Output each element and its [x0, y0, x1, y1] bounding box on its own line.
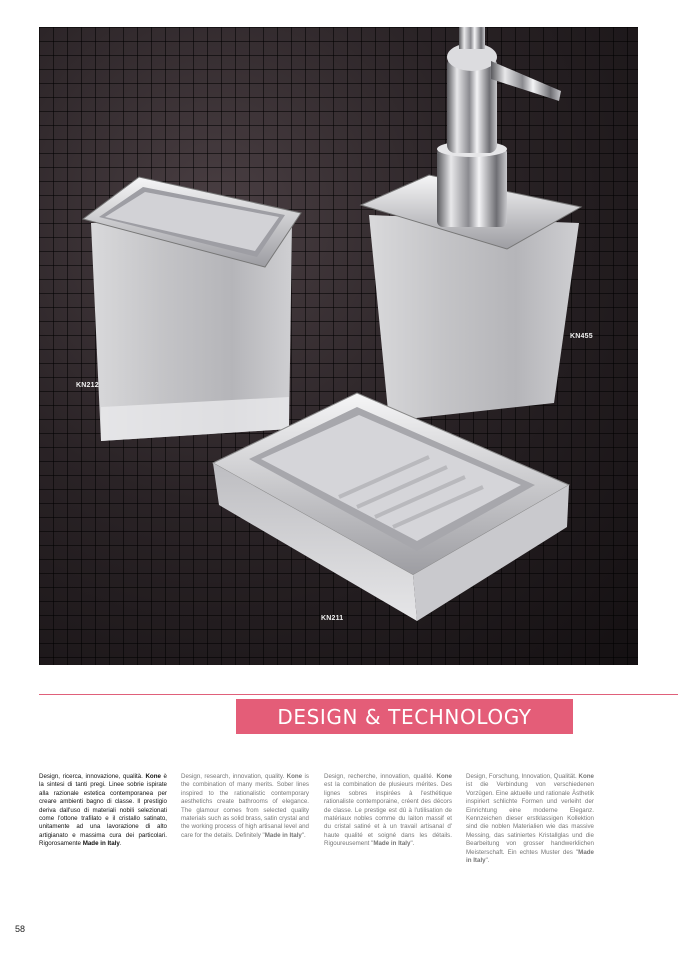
- tumbler-kn212: [83, 177, 301, 441]
- text-span: Design, ricerca, innovazione, qualità.: [39, 773, 146, 780]
- text-column-english: [181, 773, 309, 840]
- text-column-italian: [39, 773, 167, 849]
- product-code-soap-dish: KN211: [321, 615, 344, 622]
- product-photo: [39, 27, 638, 665]
- section-banner: [236, 699, 573, 734]
- text-span: est la combination de plusieurs mérites. Des lignes sobres inspirées à l'esthétique rationaliste contemporaine, créent des décors de classe. Le prestige est dû à l'utilisation de matériaux nobles comme du laiton massif et du cristal satiné et à un travail artisanal d' haute qualité et soigné dans les détails. Rigoureusement ": [324, 781, 452, 848]
- text-span: è la sintesi di tanti pregi. Linee sobrie ispirate alla razionale estetica contemporanea per creare ambienti bagno di classe. Il prestigio deriva dall'uso di materiali nobili selezionati come l'ottone trafilato e il cristallo satinato, unitamente ad una lavorazione di alto artigianato e massima cura dei particolari. Rigorosamente: [39, 773, 167, 848]
- text-span: Design, recherche, innovation, qualité.: [324, 773, 437, 780]
- text-span: Design, Forschung, Innovation, Qualität.: [466, 773, 579, 780]
- divider-line: [39, 694, 678, 695]
- product-code-dispenser: KN455: [570, 333, 593, 340]
- text-column-french: [324, 773, 452, 849]
- product-illustration: [39, 27, 638, 665]
- text-span: ".: [410, 840, 415, 848]
- text-span: .: [119, 840, 122, 848]
- section-title: DESIGN & TECHNOLOGY: [277, 704, 532, 729]
- brand-name: Kone: [436, 773, 452, 780]
- text-span: ".: [485, 857, 490, 865]
- brand-name: Kone: [145, 773, 161, 780]
- product-code-tumbler: KN212: [76, 382, 99, 389]
- text-span: Design, research, innovation, quality.: [181, 773, 287, 780]
- text-column-german: [466, 773, 594, 865]
- dispenser-kn455: [361, 27, 581, 421]
- text-span: ist die Verbindung von verschiedenen Vorzügen. Eine aktuelle und rationale Ästhetik inspiriert schlichte Formen und verleiht der Einrichtung eine moderne Eleganz. Kennzeichen dieser erstklassigen Kollektion sind die noblen Materialien wie das massive Messing, das satiniertes Kristallglas und die Bearbeitung von grosser handwerklichen Meisterschaft. Ein echtes Muster des ": [466, 781, 594, 856]
- made-in-italy: Made in Italy: [264, 831, 302, 839]
- made-in-italy: Made in Italy: [373, 840, 411, 848]
- text-span: ".: [301, 831, 306, 839]
- page-number: 58: [15, 924, 26, 934]
- brand-name: Kone: [578, 773, 594, 780]
- made-in-italy: Made in Italy: [466, 848, 594, 865]
- made-in-italy: Made in Italy: [82, 840, 120, 848]
- brand-name: Kone: [286, 773, 303, 780]
- text-span: is the combination of many merits. Sober lines inspired to the rationalistic contemporary aesthetichs create bathrooms of elegance. The glamour comes from selected quality materials such as solid brass, satin crystal and the working process of high artisanal level and care for the details. Definitely ": [181, 773, 309, 839]
